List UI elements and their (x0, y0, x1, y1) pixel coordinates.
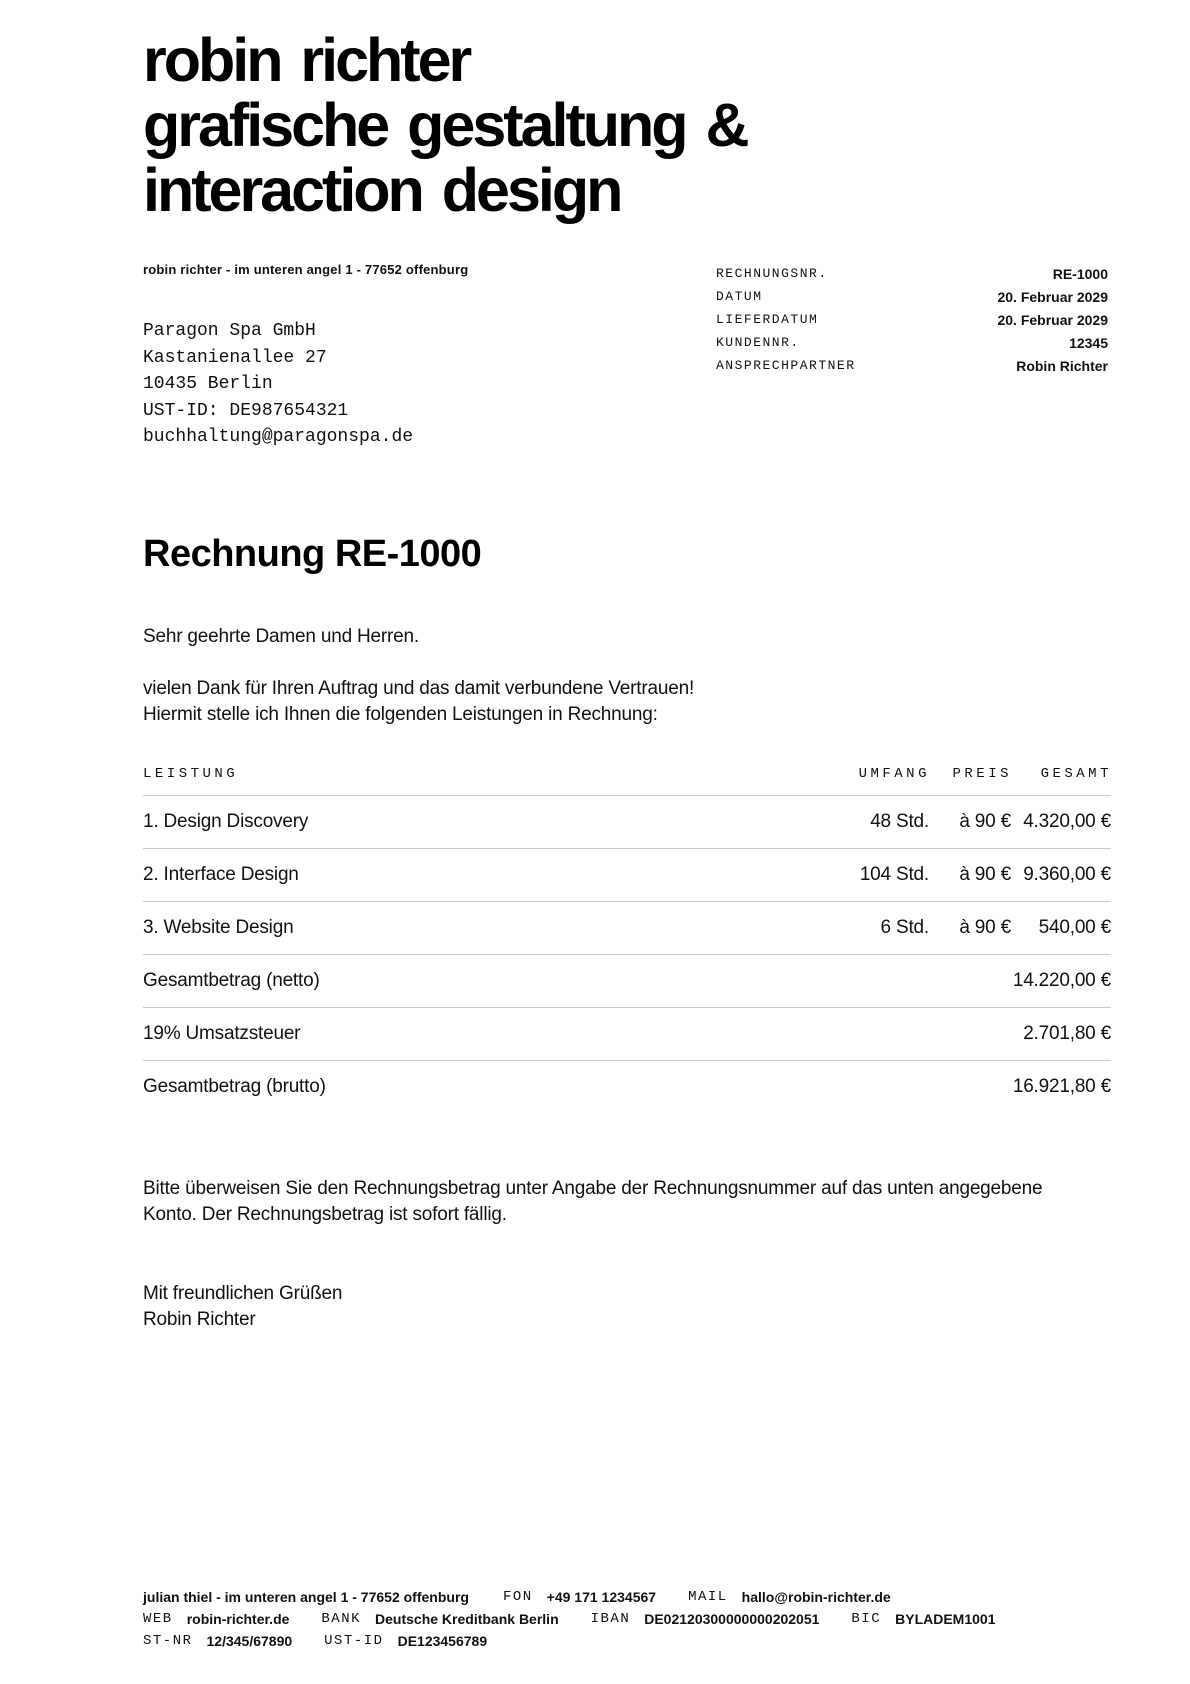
payment-note (143, 1176, 1042, 1228)
summary-row-gross (143, 1061, 1111, 1113)
summary-row-vat (143, 1008, 1111, 1061)
recipient-company: Paragon Spa GmbH (143, 321, 316, 341)
service-scope: 104 Std. (859, 864, 929, 885)
brand-line-3: interaction design (143, 156, 621, 224)
meta-label: DATUM (716, 289, 763, 304)
footer-row-3 (143, 1630, 1028, 1652)
services-table (143, 753, 1111, 1113)
recipient-city: 10435 Berlin (143, 374, 273, 394)
meta-label: RECHNUNGSNR. (716, 266, 828, 281)
brand-line-2: grafische gestaltung & (143, 91, 747, 159)
service-price: à 90 € (959, 917, 1011, 938)
service-price: à 90 € (959, 864, 1011, 885)
summary-value: 2.701,80 € (1023, 1023, 1111, 1044)
column-header-total: GESAMT (1040, 766, 1112, 782)
service-name: 1. Design Discovery (143, 811, 309, 832)
closing-signature-name: Robin Richter (143, 1309, 256, 1330)
footer-row-1 (143, 1586, 1028, 1608)
footer-ustid-label: UST-ID (324, 1633, 384, 1649)
service-name: 2. Interface Design (143, 864, 299, 885)
meta-row-date (716, 285, 1108, 308)
invoice-meta (716, 262, 1108, 377)
column-header-scope: UMFANG (858, 766, 930, 782)
summary-label: 19% Umsatzsteuer (143, 1023, 301, 1044)
service-scope: 48 Std. (870, 811, 929, 832)
meta-value: 20. Februar 2029 (997, 311, 1108, 328)
footer-bank: Deutsche Kreditbank Berlin (375, 1611, 559, 1627)
recipient-email[interactable]: buchhaltung@paragonspa.de (143, 427, 414, 447)
footer-vat-id: DE123456789 (397, 1633, 488, 1649)
closing (143, 1281, 342, 1333)
footer-bic: BYLADEM1001 (895, 1611, 996, 1627)
table-row (143, 796, 1111, 849)
payment-note-line-2: Konto. Der Rechnungsbetrag ist sofort fällig. (143, 1204, 507, 1225)
summary-row-net (143, 955, 1111, 1008)
recipient-street: Kastanienallee 27 (143, 347, 327, 368)
greeting-text: Sehr geehrte Damen und Herren. (143, 626, 419, 647)
meta-row-invoice-number (716, 262, 1108, 285)
footer-row-2 (143, 1608, 1028, 1630)
service-name: 3. Website Design (143, 917, 294, 938)
table-row (143, 849, 1111, 902)
closing-line-1: Mit freundlichen Grüßen (143, 1283, 343, 1304)
footer-iban-label: IBAN (590, 1611, 631, 1627)
invoice-title: Rechnung RE-1000 (143, 533, 482, 575)
footer-fon-label: FON (502, 1589, 533, 1605)
table-row (143, 902, 1111, 955)
brand-logotype (143, 28, 1043, 223)
footer-phone[interactable]: +49 171 1234567 (546, 1589, 657, 1605)
meta-row-delivery-date (716, 308, 1108, 331)
meta-value: RE-1000 (1052, 265, 1108, 282)
summary-value: 16.921,80 € (1012, 1076, 1111, 1097)
recipient-vat-id: UST-ID: DE987654321 (143, 400, 349, 421)
meta-row-customer-number (716, 331, 1108, 354)
service-total: 4.320,00 € (1023, 811, 1111, 832)
summary-label: Gesamtbetrag (brutto) (143, 1076, 326, 1097)
column-header-service: LEISTUNG (143, 766, 239, 782)
meta-label: ANSPRECHPARTNER (716, 358, 856, 373)
meta-label: KUNDENNR. (716, 335, 800, 350)
service-total: 540,00 € (1038, 917, 1111, 938)
intro-line-1: vielen Dank für Ihren Auftrag und das damit verbundene Vertrauen! (143, 678, 695, 699)
intro-text (143, 676, 694, 728)
brand-line-1: robin richter (143, 26, 470, 94)
service-scope: 6 Std. (880, 917, 929, 938)
footer-tax-number: 12/345/67890 (206, 1633, 293, 1649)
sender-return-address: robin richter - im unteren angel 1 - 77652 offenburg (143, 262, 469, 277)
intro-line-2: Hiermit stelle ich Ihnen die folgenden Leistungen in Rechnung: (143, 704, 658, 725)
service-price: à 90 € (959, 811, 1011, 832)
footer-bank-label: BANK (321, 1611, 362, 1627)
footer-web-label: WEB (143, 1611, 173, 1627)
footer-stnr-label: ST-NR (143, 1633, 193, 1649)
meta-value: 20. Februar 2029 (997, 288, 1108, 305)
table-header (143, 753, 1111, 796)
footer-iban: DE02120300000000202051 (644, 1611, 820, 1627)
payment-note-line-1: Bitte überweisen Sie den Rechnungsbetrag unter Angabe der Rechnungsnummer auf das unten angegebene (143, 1178, 1043, 1199)
footer (143, 1586, 1028, 1652)
footer-email[interactable]: hallo@robin-richter.de (741, 1589, 891, 1605)
greeting (143, 624, 419, 650)
meta-label: LIEFERDATUM (716, 312, 819, 327)
footer-website[interactable]: robin-richter.de (186, 1611, 290, 1627)
recipient-address (143, 318, 413, 451)
footer-bic-label: BIC (851, 1611, 882, 1627)
summary-value: 14.220,00 € (1012, 970, 1111, 991)
meta-value: 12345 (1069, 334, 1108, 351)
column-header-price: PREIS (952, 766, 1012, 782)
meta-value: Robin Richter (1016, 357, 1108, 374)
footer-mail-label: MAIL (688, 1589, 728, 1605)
service-total: 9.360,00 € (1023, 864, 1111, 885)
meta-row-contact (716, 354, 1108, 377)
footer-address: julian thiel - im unteren angel 1 - 77652 offenburg (143, 1589, 469, 1605)
summary-label: Gesamtbetrag (netto) (143, 970, 320, 991)
